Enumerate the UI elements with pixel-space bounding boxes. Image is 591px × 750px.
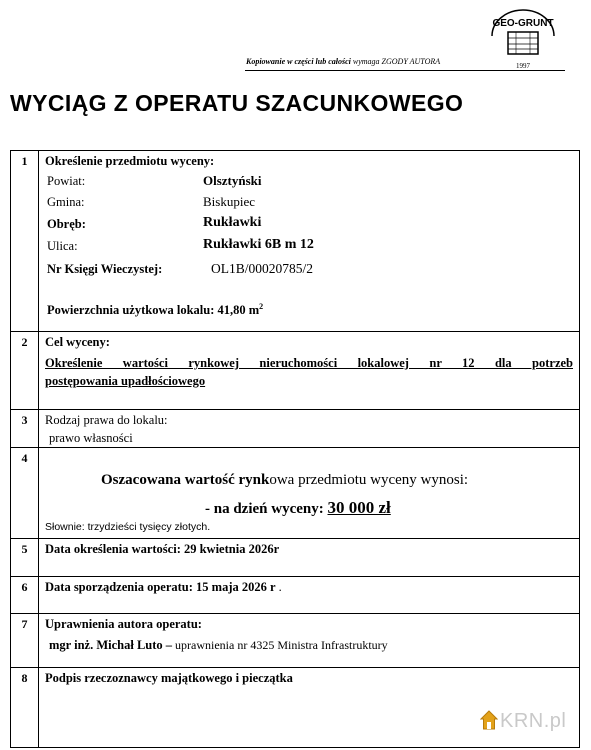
gmina-label: Gmina: [47,195,85,209]
logo-year: 1997 [516,62,530,70]
kw-label: Nr Księgi Wieczystej: [47,262,163,276]
ulica-label: Ulica: [47,239,78,253]
copy-note-bold: Kopiowanie w części lub całości [246,57,351,66]
area-line [47,302,263,318]
table-row-7 [11,613,579,667]
section-heading: Cel wyceny: [45,335,110,349]
valuation-statement [101,472,468,489]
copy-note-rest: wymaga ZGODY AUTORA [352,57,441,66]
document-title: WYCIĄG Z OPERATU SZACUNKOWEGO [10,90,464,116]
amount-in-words: Słownie: trzydzieści tysięcy złotych. [45,521,211,533]
author-name: mgr inż. Michał Luto – [49,638,173,652]
report-date-bold: Data sporządzenia operatu: 15 maja 2026 r [45,580,276,594]
powiat-label: Powiat: [47,174,86,188]
report-date-rest: . [275,580,282,594]
table-row-2 [11,331,579,409]
row-content [45,577,575,613]
section-heading: Określenie przedmiotu wyceny: [45,154,215,168]
purpose-line-2: postępowania upadłościowego [45,374,206,388]
row-number: 8 [11,668,39,747]
table-row-3 [11,409,579,447]
gmina-value: Biskupiec [203,194,255,209]
section-heading: Rodzaj prawa do lokalu: [45,413,168,427]
row-content [45,448,575,538]
ulica-value: Rukławki 6B m 12 [203,237,314,252]
row-number: 2 [11,332,39,409]
purpose-line-1: Określenie wartości rynkowej nieruchomości lokalowej nr 12 dla potrzeb [45,356,573,370]
valuation-date-prefix: - na dzień wyceny: [205,501,324,517]
area-sup: 2 [259,302,264,311]
right-value: prawo własności [49,431,133,445]
copy-note [246,57,496,66]
valuation-amount: 30 000 zł [327,498,391,517]
valuation-statement-rest: owa przedmiotu wyceny wynosi: [269,472,469,488]
signature-heading: Podpis rzeczoznawcy majątkowego i pieczątka [45,671,293,685]
row-number: 7 [11,614,39,667]
report-date [45,580,282,595]
header-divider [245,70,565,71]
table-row-1 [11,151,579,331]
area-text: Powierzchnia użytkowa lokalu: 41,80 m [47,303,260,318]
logo-text: GEO-GRUNT [492,18,554,29]
valuation-date-line [205,498,391,518]
geo-grunt-logo [486,6,560,74]
table-row-4 [11,447,579,538]
valuation-table [10,150,580,748]
obreb-label: Obręb: [47,217,86,231]
author-line [49,638,388,653]
section-heading: Uprawnienia autora operatu: [45,617,202,631]
row-number: 4 [11,448,39,538]
row-content [45,539,575,576]
house-icon [480,710,498,730]
row-content [45,151,575,331]
author-license: uprawnienia nr 4325 Ministra Infrastruktury [172,638,388,652]
obreb-value: Rukławki [203,215,262,230]
row-content [45,410,575,447]
table-row-6 [11,576,579,613]
valuation-date: Data określenia wartości: 29 kwietnia 2026r [45,542,280,556]
row-content [45,614,575,667]
row-number: 1 [11,151,39,331]
powiat-value: Olsztyński [203,173,262,188]
row-number: 5 [11,539,39,576]
valuation-statement-bold: Oszacowana wartość rynk [101,472,270,488]
krn-watermark [478,706,588,738]
watermark-text: KRN.pl [500,710,567,732]
row-content [45,332,575,409]
kw-value: OL1B/00020785/2 [211,261,314,276]
table-row-5 [11,538,579,576]
row-number: 6 [11,577,39,613]
row-number: 3 [11,410,39,447]
